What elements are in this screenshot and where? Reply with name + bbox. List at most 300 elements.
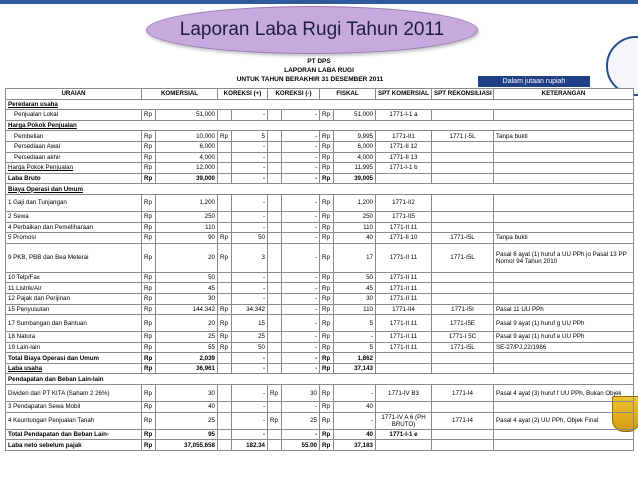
- row-label: Harga Pokok Penjualan: [6, 120, 634, 131]
- koreksi-minus-currency: [268, 440, 282, 451]
- koreksi-plus-value: 3: [232, 243, 268, 272]
- koreksi-plus-currency: [218, 222, 232, 233]
- komersial-value: 55: [156, 342, 218, 353]
- fiskal-currency: Rp: [320, 243, 334, 272]
- table-row: [6, 184, 634, 195]
- fiskal-value: 37,183: [334, 440, 376, 451]
- komersial-currency: Rp: [142, 272, 156, 283]
- komersial-currency: Rp: [142, 412, 156, 429]
- spt-komersial-code: 1771-IV B3: [376, 385, 432, 402]
- koreksi-minus-value: -: [282, 332, 320, 343]
- komersial-value: 30: [156, 385, 218, 402]
- koreksi-minus-value: -: [282, 110, 320, 121]
- spt-rekonsiliasi-code: 1771-I5L: [432, 243, 494, 272]
- koreksi-plus-currency: [218, 272, 232, 283]
- fiskal-value: 11,995: [334, 163, 376, 174]
- komersial-currency: Rp: [142, 304, 156, 315]
- fiskal-currency: Rp: [320, 233, 334, 244]
- income-statement-table: [5, 88, 634, 451]
- komersial-currency: Rp: [142, 315, 156, 332]
- fiskal-value: 4,000: [334, 152, 376, 163]
- table-row: [6, 233, 634, 244]
- koreksi-plus-value: 5: [232, 131, 268, 142]
- koreksi-minus-currency: [268, 293, 282, 304]
- fiskal-value: 6,000: [334, 141, 376, 152]
- koreksi-plus-currency: [218, 194, 232, 211]
- row-label: 4 Keuntungan Penjualan Tanah: [6, 412, 142, 429]
- keterangan-text: [494, 283, 634, 294]
- komersial-currency: Rp: [142, 429, 156, 440]
- fiskal-value: 45: [334, 283, 376, 294]
- fiskal-value: 110: [334, 222, 376, 233]
- table-row: [6, 141, 634, 152]
- koreksi-plus-currency: [218, 363, 232, 374]
- row-label: 12 Pajak dan Perijinan: [6, 293, 142, 304]
- spt-rekonsiliasi-code: 1771-I4: [432, 412, 494, 429]
- spt-komersial-code: 1771-I-1 a: [376, 110, 432, 121]
- keterangan-text: [494, 440, 634, 451]
- fiskal-value: 39,005: [334, 173, 376, 184]
- table-row: [6, 332, 634, 343]
- koreksi-plus-value: 34.342: [232, 304, 268, 315]
- fiskal-currency: Rp: [320, 141, 334, 152]
- spt-rekonsiliasi-code: 1771-I4: [432, 385, 494, 402]
- koreksi-plus-currency: Rp: [218, 332, 232, 343]
- komersial-value: 36,961: [156, 363, 218, 374]
- koreksi-plus-value: -: [232, 353, 268, 364]
- spt-komersial-code: 1771-IV A 6 (PH BRUTO): [376, 412, 432, 429]
- fiskal-value: 1,200: [334, 194, 376, 211]
- komersial-currency: Rp: [142, 163, 156, 174]
- komersial-value: 50: [156, 272, 218, 283]
- decorative-circle: [606, 36, 638, 96]
- table-row: [6, 412, 634, 429]
- komersial-value: 51,000: [156, 110, 218, 121]
- spt-rekonsiliasi-code: 1771-I5I: [432, 304, 494, 315]
- fiskal-value: 50: [334, 272, 376, 283]
- spt-komersial-code: [376, 353, 432, 364]
- komersial-currency: Rp: [142, 131, 156, 142]
- koreksi-plus-currency: [218, 353, 232, 364]
- komersial-currency: Rp: [142, 194, 156, 211]
- komersial-currency: Rp: [142, 293, 156, 304]
- spt-komersial-code: [376, 363, 432, 374]
- row-label: 18 Natura: [6, 332, 142, 343]
- row-label: Total Pendapatan dan Beban Lain-: [6, 429, 142, 440]
- keterangan-text: [494, 222, 634, 233]
- koreksi-plus-currency: Rp: [218, 131, 232, 142]
- koreksi-minus-currency: [268, 110, 282, 121]
- row-label: 17 Sumbangan dan Bantuan: [6, 315, 142, 332]
- spt-rekonsiliasi-code: [432, 152, 494, 163]
- koreksi-plus-currency: [218, 141, 232, 152]
- spt-rekonsiliasi-code: [432, 141, 494, 152]
- koreksi-minus-value: -: [282, 315, 320, 332]
- koreksi-plus-currency: [218, 152, 232, 163]
- koreksi-plus-value: -: [232, 173, 268, 184]
- koreksi-minus-value: -: [282, 283, 320, 294]
- spt-rekonsiliasi-code: [432, 110, 494, 121]
- spt-komersial-code: 1771-II 10: [376, 233, 432, 244]
- keterangan-text: Pasal 11 UU PPh: [494, 304, 634, 315]
- koreksi-plus-value: -: [232, 429, 268, 440]
- row-label: 5 Promosi: [6, 233, 142, 244]
- komersial-currency: Rp: [142, 222, 156, 233]
- spt-rekonsiliasi-code: 1771-I5E: [432, 315, 494, 332]
- komersial-value: 250: [156, 211, 218, 222]
- table-row: [6, 211, 634, 222]
- row-label: Laba neto sebelum pajak: [6, 440, 142, 451]
- spt-komersial-code: 1771-I-1 e: [376, 429, 432, 440]
- koreksi-minus-value: -: [282, 141, 320, 152]
- komersial-currency: Rp: [142, 332, 156, 343]
- komersial-currency: Rp: [142, 243, 156, 272]
- fiskal-currency: Rp: [320, 429, 334, 440]
- koreksi-minus-currency: [268, 222, 282, 233]
- fiskal-value: 1,862: [334, 353, 376, 364]
- table-row: [6, 385, 634, 402]
- koreksi-minus-value: -: [282, 429, 320, 440]
- komersial-value: 20: [156, 315, 218, 332]
- row-label: 11 Listrik/Air: [6, 283, 142, 294]
- koreksi-minus-currency: [268, 233, 282, 244]
- koreksi-plus-value: 50: [232, 342, 268, 353]
- komersial-currency: Rp: [142, 402, 156, 413]
- koreksi-plus-value: -: [232, 283, 268, 294]
- komersial-value: 90: [156, 233, 218, 244]
- table-row: [6, 152, 634, 163]
- row-label: Laba Bruto: [6, 173, 142, 184]
- col-header-koreksi-minus: KOREKSI (-): [268, 89, 320, 100]
- koreksi-minus-currency: [268, 211, 282, 222]
- table-header-row: [6, 89, 634, 100]
- keterangan-text: [494, 141, 634, 152]
- spt-rekonsiliasi-code: [432, 211, 494, 222]
- spt-komersial-code: 1771-II 11: [376, 293, 432, 304]
- fiskal-currency: Rp: [320, 440, 334, 451]
- spt-rekonsiliasi-code: [432, 194, 494, 211]
- spt-komersial-code: 1771-II 11: [376, 342, 432, 353]
- keterangan-text: [494, 363, 634, 374]
- koreksi-minus-value: -: [282, 272, 320, 283]
- koreksi-plus-value: -: [232, 110, 268, 121]
- row-label: 19 Lain-lain: [6, 342, 142, 353]
- fiskal-currency: Rp: [320, 194, 334, 211]
- koreksi-plus-value: -: [232, 152, 268, 163]
- koreksi-minus-currency: [268, 163, 282, 174]
- komersial-currency: Rp: [142, 342, 156, 353]
- komersial-value: 110: [156, 222, 218, 233]
- fiskal-currency: Rp: [320, 332, 334, 343]
- koreksi-minus-currency: Rp: [268, 385, 282, 402]
- koreksi-minus-currency: [268, 402, 282, 413]
- spt-komersial-code: [376, 440, 432, 451]
- spt-rekonsiliasi-code: 1771-I5L: [432, 233, 494, 244]
- fiskal-value: 40: [334, 233, 376, 244]
- spt-rekonsiliasi-code: [432, 440, 494, 451]
- koreksi-minus-value: -: [282, 211, 320, 222]
- table-row: [6, 110, 634, 121]
- fiskal-currency: Rp: [320, 152, 334, 163]
- spt-rekonsiliasi-code: [432, 173, 494, 184]
- row-label: Peredaran usaha: [6, 99, 634, 110]
- keterangan-text: Tanpa bukti: [494, 233, 634, 244]
- company-name: PT DPS: [307, 58, 331, 65]
- koreksi-plus-value: -: [232, 412, 268, 429]
- fiskal-value: 9,995: [334, 131, 376, 142]
- table-row: [6, 99, 634, 110]
- komersial-value: 20: [156, 243, 218, 272]
- spt-rekonsiliasi-code: [432, 402, 494, 413]
- komersial-currency: Rp: [142, 283, 156, 294]
- koreksi-plus-currency: [218, 385, 232, 402]
- spt-komersial-code: 1771-II 12: [376, 141, 432, 152]
- koreksi-plus-currency: Rp: [218, 342, 232, 353]
- keterangan-text: Pasal 4 ayat (3) huruf f UU PPh, Bukan Objek: [494, 385, 634, 402]
- komersial-currency: Rp: [142, 440, 156, 451]
- table-row: [6, 131, 634, 142]
- komersial-currency: Rp: [142, 152, 156, 163]
- koreksi-minus-value: -: [282, 222, 320, 233]
- koreksi-minus-value: 25: [282, 412, 320, 429]
- komersial-value: 25: [156, 412, 218, 429]
- koreksi-minus-currency: [268, 243, 282, 272]
- komersial-currency: Rp: [142, 363, 156, 374]
- table-row: [6, 120, 634, 131]
- koreksi-minus-currency: [268, 131, 282, 142]
- koreksi-minus-currency: [268, 173, 282, 184]
- koreksi-minus-value: -: [282, 163, 320, 174]
- spt-rekonsiliasi-code: [432, 429, 494, 440]
- fiskal-currency: Rp: [320, 222, 334, 233]
- spt-rekonsiliasi-code: 1771-I5L: [432, 342, 494, 353]
- koreksi-plus-value: 50: [232, 233, 268, 244]
- spt-komersial-code: 1771-II4: [376, 304, 432, 315]
- fiskal-currency: Rp: [320, 363, 334, 374]
- koreksi-minus-value: -: [282, 243, 320, 272]
- keterangan-text: Tanpa bukti: [494, 131, 634, 142]
- fiskal-currency: Rp: [320, 283, 334, 294]
- koreksi-plus-value: 15: [232, 315, 268, 332]
- koreksi-minus-value: 55.00: [282, 440, 320, 451]
- komersial-currency: Rp: [142, 211, 156, 222]
- row-label: Total Biaya Operasi dan Umum: [6, 353, 142, 364]
- komersial-currency: Rp: [142, 353, 156, 364]
- keterangan-text: [494, 152, 634, 163]
- komersial-value: 10,000: [156, 131, 218, 142]
- keterangan-text: [494, 293, 634, 304]
- koreksi-plus-currency: Rp: [218, 233, 232, 244]
- row-label: Pendapatan dan Beban Lain-lain: [6, 374, 634, 385]
- slide-title-text: Laporan Laba Rugi Tahun 2011: [179, 19, 445, 40]
- col-header-spt-komersial: SPT KOMERSIAL: [376, 89, 432, 100]
- row-label: 10 Telp/Fax: [6, 272, 142, 283]
- keterangan-text: Pasal 9 ayat (1) huruf g UU PPh: [494, 315, 634, 332]
- koreksi-minus-value: -: [282, 233, 320, 244]
- koreksi-minus-currency: [268, 141, 282, 152]
- koreksi-plus-value: 182.34: [232, 440, 268, 451]
- koreksi-plus-currency: [218, 283, 232, 294]
- keterangan-text: Pasal 6 ayat (1) huruf a UU PPh jo Pasal 13 PP Nomor 94 Tahun 2010: [494, 243, 634, 272]
- row-label: Harga Pokok Penjualan: [6, 163, 142, 174]
- koreksi-minus-value: -: [282, 342, 320, 353]
- koreksi-plus-currency: [218, 211, 232, 222]
- koreksi-minus-currency: [268, 283, 282, 294]
- spt-komersial-code: 1771-I-1 b: [376, 163, 432, 174]
- koreksi-minus-currency: [268, 152, 282, 163]
- koreksi-minus-currency: [268, 304, 282, 315]
- komersial-value: 1,200: [156, 194, 218, 211]
- koreksi-plus-currency: [218, 293, 232, 304]
- spt-komersial-code: 1771-II 11: [376, 243, 432, 272]
- col-header-koreksi-plus: KOREKSI (+): [218, 89, 268, 100]
- spt-rekonsiliasi-code: [432, 272, 494, 283]
- fiskal-currency: Rp: [320, 304, 334, 315]
- table-row: [6, 304, 634, 315]
- spt-rekonsiliasi-code: [432, 293, 494, 304]
- fiskal-currency: Rp: [320, 385, 334, 402]
- fiskal-currency: Rp: [320, 353, 334, 364]
- fiskal-currency: Rp: [320, 131, 334, 142]
- row-label: 3 Pendapatan Sewa Mobil: [6, 402, 142, 413]
- fiskal-value: -: [334, 332, 376, 343]
- komersial-currency: Rp: [142, 110, 156, 121]
- koreksi-plus-value: -: [232, 402, 268, 413]
- table-row: [6, 402, 634, 413]
- fiskal-currency: Rp: [320, 163, 334, 174]
- spt-komersial-code: [376, 173, 432, 184]
- koreksi-minus-value: -: [282, 194, 320, 211]
- keterangan-text: [494, 353, 634, 364]
- fiskal-value: 250: [334, 211, 376, 222]
- col-header-uraian: URAIAN: [6, 89, 142, 100]
- koreksi-minus-value: -: [282, 353, 320, 364]
- fiskal-currency: Rp: [320, 272, 334, 283]
- spt-komersial-code: 1771-II 11: [376, 272, 432, 283]
- spt-komersial-code: 1771-II 11: [376, 283, 432, 294]
- spt-rekonsiliasi-code: 1771 I-5L: [432, 131, 494, 142]
- table-row: [6, 353, 634, 364]
- koreksi-plus-currency: [218, 412, 232, 429]
- fiskal-value: 5: [334, 342, 376, 353]
- top-accent-bar: [0, 0, 638, 4]
- col-header-keterangan: KETERANGAN: [494, 89, 634, 100]
- koreksi-minus-currency: [268, 315, 282, 332]
- spt-rekonsiliasi-code: 1771-I 5C: [432, 332, 494, 343]
- koreksi-minus-value: -: [282, 402, 320, 413]
- table-row: [6, 440, 634, 451]
- fiskal-currency: Rp: [320, 173, 334, 184]
- fiskal-value: -: [334, 412, 376, 429]
- fiskal-currency: Rp: [320, 211, 334, 222]
- report-period: UNTUK TAHUN BERAKHIR 31 DESEMBER 2011: [236, 76, 384, 83]
- koreksi-minus-value: -: [282, 304, 320, 315]
- koreksi-minus-currency: [268, 363, 282, 374]
- fiskal-value: 51,000: [334, 110, 376, 121]
- fiskal-value: 110: [334, 304, 376, 315]
- table-row: [6, 243, 634, 272]
- komersial-value: 95: [156, 429, 218, 440]
- koreksi-minus-currency: [268, 342, 282, 353]
- koreksi-minus-currency: [268, 272, 282, 283]
- spt-rekonsiliasi-code: [432, 363, 494, 374]
- komersial-value: 39,000: [156, 173, 218, 184]
- table-row: [6, 173, 634, 184]
- table-row: [6, 374, 634, 385]
- koreksi-plus-currency: [218, 440, 232, 451]
- keterangan-text: [494, 194, 634, 211]
- keterangan-text: [494, 272, 634, 283]
- row-label: Biaya Operasi dan Umum: [6, 184, 634, 195]
- koreksi-minus-currency: [268, 332, 282, 343]
- keterangan-text: Pasal 9 ayat (1) huruf e UU PPh: [494, 332, 634, 343]
- unit-badge: [478, 76, 590, 87]
- komersial-currency: Rp: [142, 141, 156, 152]
- koreksi-plus-value: -: [232, 141, 268, 152]
- komersial-value: 144.342: [156, 304, 218, 315]
- koreksi-plus-currency: [218, 429, 232, 440]
- komersial-currency: Rp: [142, 233, 156, 244]
- keterangan-text: Pasal 4 ayat (2) UU PPh, Objek Final: [494, 412, 634, 429]
- keterangan-text: [494, 429, 634, 440]
- fiskal-value: 40: [334, 429, 376, 440]
- spt-rekonsiliasi-code: [432, 353, 494, 364]
- spt-komersial-code: 1771-II5: [376, 211, 432, 222]
- table-row: [6, 342, 634, 353]
- koreksi-plus-value: -: [232, 211, 268, 222]
- row-label: Persediaan Awal: [6, 141, 142, 152]
- fiskal-currency: Rp: [320, 315, 334, 332]
- fiskal-currency: Rp: [320, 402, 334, 413]
- koreksi-plus-currency: [218, 173, 232, 184]
- row-label: Laba usaha: [6, 363, 142, 374]
- keterangan-text: [494, 110, 634, 121]
- koreksi-minus-value: -: [282, 363, 320, 374]
- spt-komersial-code: [376, 402, 432, 413]
- report-name: LAPORAN LABA RUGI: [284, 67, 354, 74]
- row-label: Dividen dari PT KITA (Saham 2 26%): [6, 385, 142, 402]
- spt-rekonsiliasi-code: [432, 163, 494, 174]
- koreksi-minus-value: -: [282, 173, 320, 184]
- komersial-value: 45: [156, 283, 218, 294]
- spt-komersial-code: 1771-II1: [376, 131, 432, 142]
- koreksi-minus-value: -: [282, 131, 320, 142]
- koreksi-minus-value: 30: [282, 385, 320, 402]
- table-row: [6, 315, 634, 332]
- table-row: [6, 272, 634, 283]
- koreksi-plus-value: -: [232, 163, 268, 174]
- fiskal-currency: Rp: [320, 110, 334, 121]
- keterangan-text: [494, 173, 634, 184]
- koreksi-plus-currency: Rp: [218, 304, 232, 315]
- table-row: [6, 283, 634, 294]
- row-label: Pembelian: [6, 131, 142, 142]
- koreksi-plus-value: -: [232, 363, 268, 374]
- komersial-value: 37,055.658: [156, 440, 218, 451]
- row-label: 2 Sewa: [6, 211, 142, 222]
- table-row: [6, 194, 634, 211]
- koreksi-plus-value: -: [232, 385, 268, 402]
- koreksi-plus-currency: Rp: [218, 243, 232, 272]
- keterangan-text: [494, 402, 634, 413]
- koreksi-plus-value: -: [232, 293, 268, 304]
- keterangan-text: SE-27/PJ.22/1986: [494, 342, 634, 353]
- fiskal-value: 30: [334, 293, 376, 304]
- table-row: [6, 429, 634, 440]
- table-row: [6, 222, 634, 233]
- row-label: Persediaan akhir: [6, 152, 142, 163]
- col-header-spt-rekonsiliasi: SPT REKONSILIASI: [432, 89, 494, 100]
